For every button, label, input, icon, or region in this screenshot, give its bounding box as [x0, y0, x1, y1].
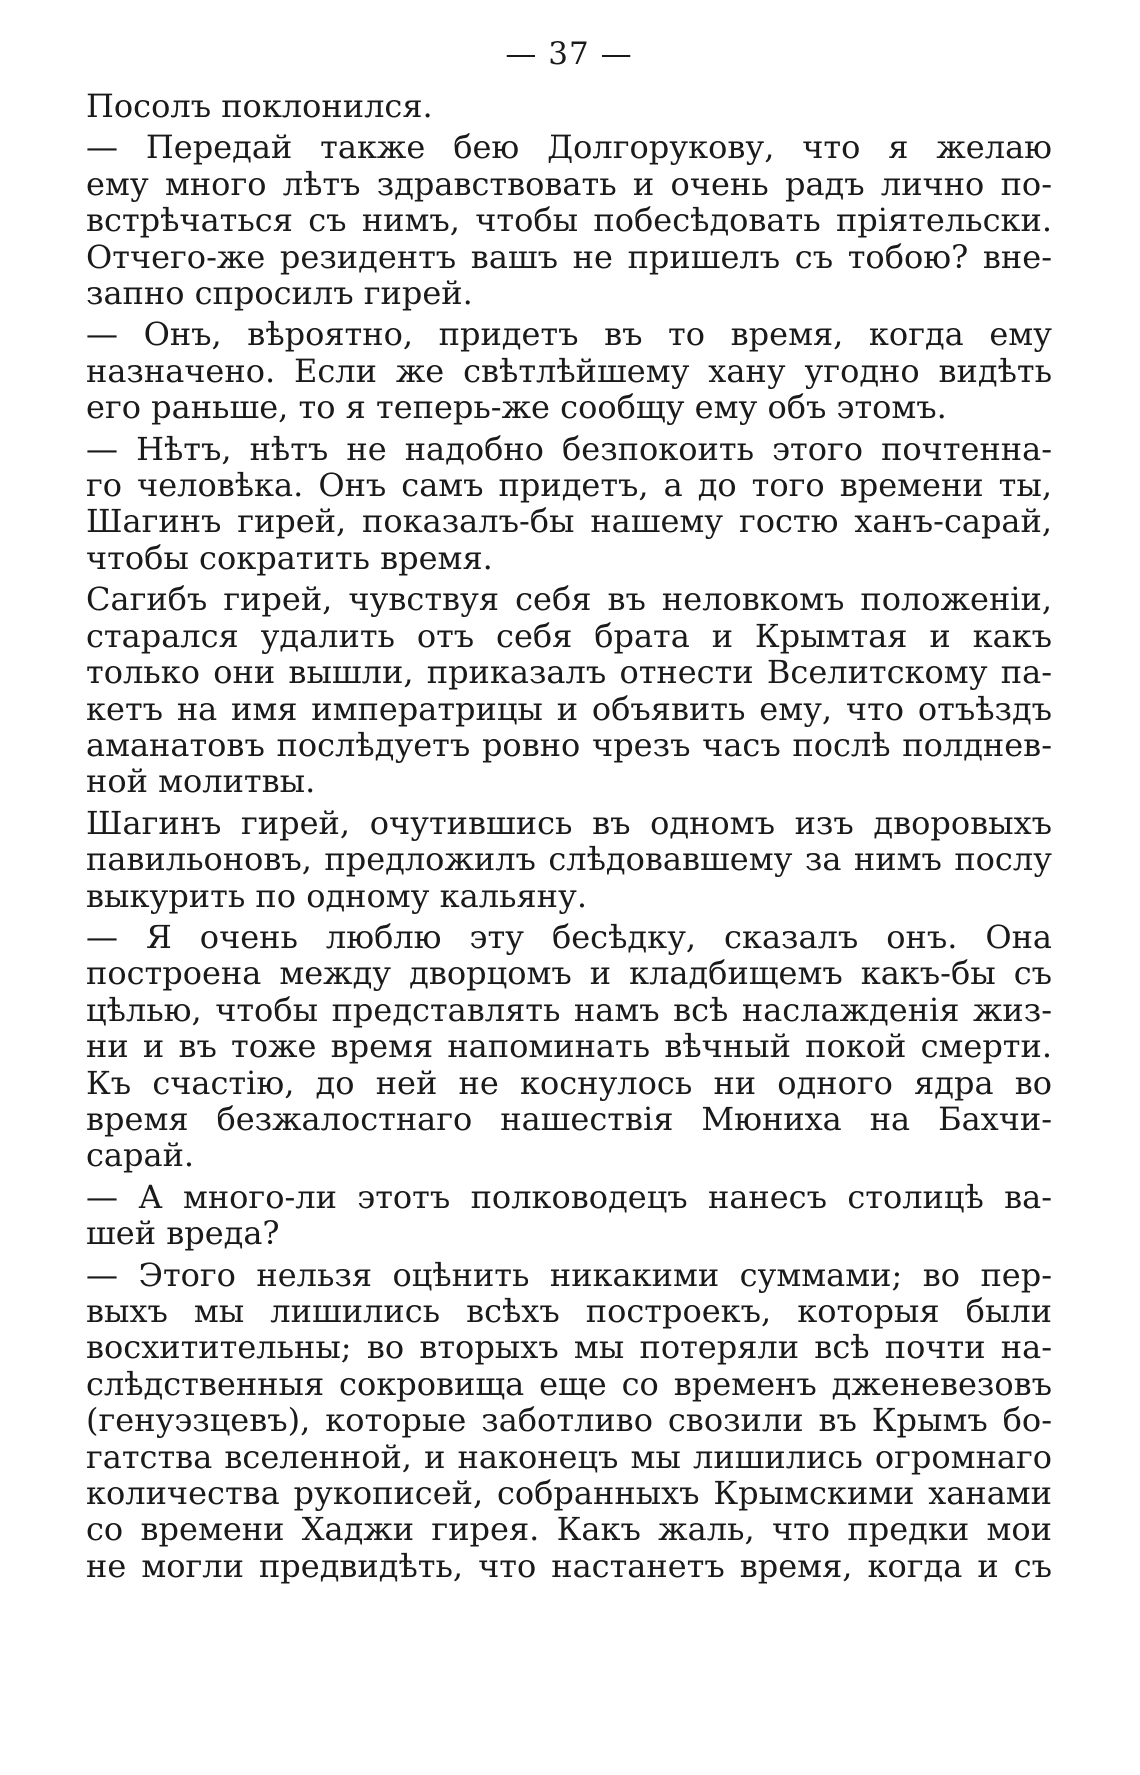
- text-line: Отчего-же резидентъ вашъ не пришелъ съ тобою? вне-: [86, 238, 1052, 276]
- paragraph: [86, 581, 1052, 799]
- text-line: павильоновъ, предложилъ слѣдовавшему за нимъ послу: [86, 841, 1052, 878]
- paragraph: [86, 431, 1052, 577]
- text-line: Посолъ поклонился.: [86, 88, 433, 125]
- text-line: — Этого нельзя оцѣнить никакими суммами; во пер-: [86, 1256, 1052, 1293]
- paragraph: [86, 919, 1052, 1174]
- paragraph: [86, 1179, 1052, 1252]
- text-line: его раньше, то я теперь-же сообщу ему объ этомъ.: [86, 389, 947, 426]
- paragraph: [86, 1257, 1052, 1585]
- body-text: [86, 88, 1052, 1584]
- text-line: гатства вселенной, и наконецъ мы лишились огромнаго: [86, 1438, 1052, 1476]
- text-line: построена между дворцомъ и кладбищемъ какъ-бы съ: [86, 955, 1052, 992]
- text-line: кетъ на имя императрицы и объявить ему, что отъѣздъ: [86, 690, 1052, 727]
- text-line: — Передай также бею Долгорукову, что я желаю: [86, 129, 1052, 166]
- page-number: — 37 —: [505, 36, 633, 72]
- text-line: восхитительны; во вторыхъ мы потеряли всѣ почти на-: [86, 1329, 1052, 1366]
- text-line: сарай.: [86, 1137, 195, 1174]
- text-line: слѣдственныя сокровища еще со временъ дженевезовъ: [86, 1365, 1052, 1403]
- book-page: [86, 34, 1052, 1584]
- text-line: (генуэзцевъ), которые заботливо свозили въ Крымъ бо-: [86, 1402, 1052, 1439]
- text-line: Сагибъ гирей, чувствуя себя въ неловкомъ положеніи,: [86, 581, 1052, 618]
- text-line: выхъ мы лишились всѣхъ построекъ, которыя были: [86, 1293, 1052, 1330]
- text-line: запно спросилъ гирей.: [86, 275, 473, 312]
- text-line: количества рукописей, собранныхъ Крымскими ханами: [86, 1475, 1052, 1512]
- text-line: назначено. Если же свѣтлѣйшему хану угодно видѣть: [86, 352, 1052, 390]
- text-line: шей вреда?: [86, 1215, 280, 1252]
- text-line: ни и въ тоже время напоминать вѣчный покой смерти.: [86, 1028, 1052, 1065]
- text-line: — Я очень люблю эту бесѣдку, сказалъ онъ. Она: [86, 918, 1052, 956]
- text-line: выкурить по одному кальяну.: [86, 877, 587, 914]
- text-line: ной молитвы.: [86, 763, 316, 800]
- text-line: со времени Хаджи гирея. Какъ жаль, что предки мои: [86, 1511, 1052, 1548]
- text-line: го человѣка. Онъ самъ придетъ, а до того времени ты,: [86, 467, 1052, 504]
- text-line: аманатовъ послѣдуетъ ровно чрезъ часъ послѣ полднев-: [86, 726, 1052, 764]
- text-line: Къ счастію, до ней не коснулось ни одного ядра во: [86, 1064, 1052, 1101]
- text-line: время безжалостнаго нашествія Мюниха на Бахчи-: [86, 1100, 1052, 1138]
- text-line: цѣлью, чтобы представлять намъ всѣ наслажденія жиз-: [86, 991, 1052, 1029]
- text-line: — Онъ, вѣроятно, придетъ въ то время, когда ему: [86, 316, 1052, 353]
- paragraph: [86, 805, 1052, 914]
- text-line: не могли предвидѣть, что настанетъ время, когда и съ: [86, 1547, 1052, 1585]
- text-line: чтобы сократить время.: [86, 539, 493, 577]
- text-line: — Нѣтъ, нѣтъ не надобно безпокоить этого почтенна-: [86, 430, 1052, 468]
- text-line: ему много лѣтъ здравствовать и очень радъ лично по-: [86, 165, 1052, 203]
- paragraph: [86, 88, 1052, 124]
- text-line: Шагинъ гирей, показалъ-бы нашему гостю ханъ-сарай,: [86, 503, 1052, 540]
- text-line: встрѣчаться съ нимъ, чтобы побесѣдовать пріятельски.: [86, 202, 1052, 239]
- paragraph: [86, 316, 1052, 425]
- text-line: только они вышли, приказалъ отнести Вселитскому па-: [86, 654, 1052, 691]
- text-line: — А много-ли этотъ полководецъ нанесъ столицѣ ва-: [86, 1178, 1052, 1216]
- text-line: старался удалить отъ себя брата и Крымтая и какъ: [86, 617, 1052, 655]
- paragraph: [86, 129, 1052, 311]
- text-line: Шагинъ гирей, очутившись въ одномъ изъ дворовыхъ: [86, 804, 1052, 842]
